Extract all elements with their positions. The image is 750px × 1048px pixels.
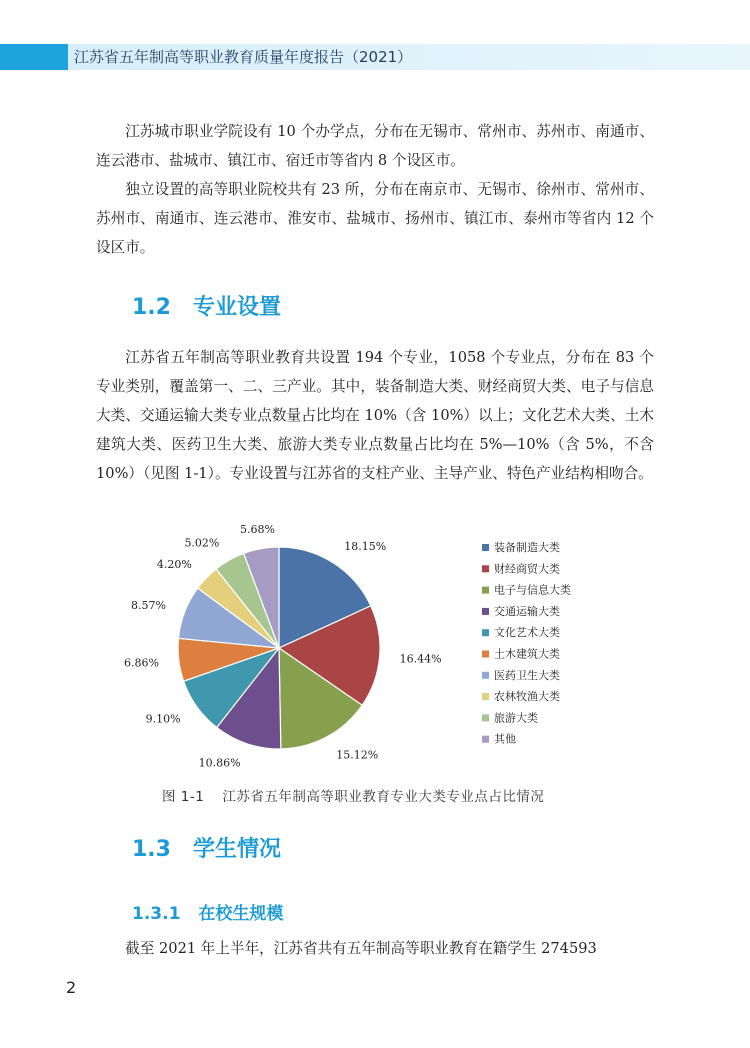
paragraph-campuses: 江苏城市职业学院设有 10 个办学点，分布在无锡市、常州市、苏州市、南通市、连云港市、盐城市、镇江市、宿迁市等省内 8 个设区市。 <box>96 123 654 169</box>
legend-swatch-10 <box>482 736 489 743</box>
legend-swatch-6 <box>482 651 489 658</box>
legend-label-6: 土木建筑大类 <box>494 647 560 661</box>
legend-swatch-5 <box>482 629 489 636</box>
data-label-6: 6.86% <box>123 656 159 670</box>
legend-swatch-3 <box>482 587 489 594</box>
section-title: 学生情况 <box>192 837 281 862</box>
figure-caption-text: 江苏省五年制高等职业教育专业大类专业点占比情况 <box>222 789 545 805</box>
legend-label-9: 旅游大类 <box>494 711 538 725</box>
data-label-4: 10.86% <box>198 756 241 770</box>
running-header-title: 江苏省五年制高等职业教育质量年度报告（2021） <box>74 48 413 66</box>
data-label-7: 8.57% <box>131 598 166 612</box>
data-label-2: 16.44% <box>399 652 442 666</box>
subsection-number: 1.3.1 <box>132 904 181 924</box>
data-label-3: 15.12% <box>336 748 379 762</box>
paragraph-majors: 江苏省五年制高等职业教育共设置 194 个专业，1058 个专业点，分布在 83 个专业类别，覆盖第一、二、三产业。其中，装备制造大类、财经商贸大类、电子与信息大类、交通运输大类专业点数量占比均在 10%（含 10%）以上；文化艺术大类、土木建筑大类、医药卫生大类、旅游大类专业点数量占比均在 5%—10%（含 5%，不含 10%）（见图 1-1）。专业设置与江苏省的支柱产业、主导产业、特色产业结构相吻合。 <box>96 349 654 482</box>
section-title: 专业设置 <box>192 295 281 320</box>
legend-swatch-4 <box>482 608 489 615</box>
subsection-heading-1-3-1 <box>132 899 283 924</box>
data-label-10: 5.68% <box>240 522 275 536</box>
subsection-title: 在校生规模 <box>198 904 284 924</box>
legend-label-10: 其他 <box>494 732 516 746</box>
section-number: 1.2 <box>132 295 171 320</box>
legend-label-8: 农林牧渔大类 <box>494 690 560 704</box>
legend-swatch-1 <box>482 544 489 551</box>
legend-swatch-7 <box>482 672 489 679</box>
section-number: 1.3 <box>132 837 171 862</box>
data-label-9: 5.02% <box>184 536 220 550</box>
pie-chart <box>123 522 650 774</box>
legend-swatch-2 <box>482 565 489 572</box>
legend-label-5: 文化艺术大类 <box>494 626 560 640</box>
legend-label-7: 医药卫生大类 <box>494 668 560 682</box>
data-label-8: 4.20% <box>156 558 192 572</box>
paragraph-enrollment: 截至 2021 年上半年，江苏省共有五年制高等职业教育在籍学生 274593 <box>125 940 597 957</box>
figure-caption <box>162 785 544 805</box>
data-label-1: 18.15% <box>344 540 387 554</box>
section-heading-1-2 <box>132 290 281 321</box>
legend-swatch-9 <box>482 714 489 721</box>
legend-label-3: 电子与信息大类 <box>494 583 571 597</box>
paragraph-colleges: 独立设置的高等职业院校共有 23 所，分布在南京市、无锡市、徐州市、常州市、苏州市、南通市、连云港市、淮安市、盐城市、扬州市、镇江市、泰州市等省内 12 个设区市。 <box>96 181 654 256</box>
legend-label-1: 装备制造大类 <box>494 541 560 554</box>
legend-label-4: 交通运输大类 <box>494 604 560 618</box>
legend-label-2: 财经商贸大类 <box>494 562 560 576</box>
data-label-5: 9.10% <box>145 712 181 726</box>
page-number: 2 <box>66 978 77 997</box>
legend-swatch-8 <box>482 693 489 700</box>
section-heading-1-3 <box>132 832 281 863</box>
figure-label: 图 1-1 <box>162 789 205 805</box>
